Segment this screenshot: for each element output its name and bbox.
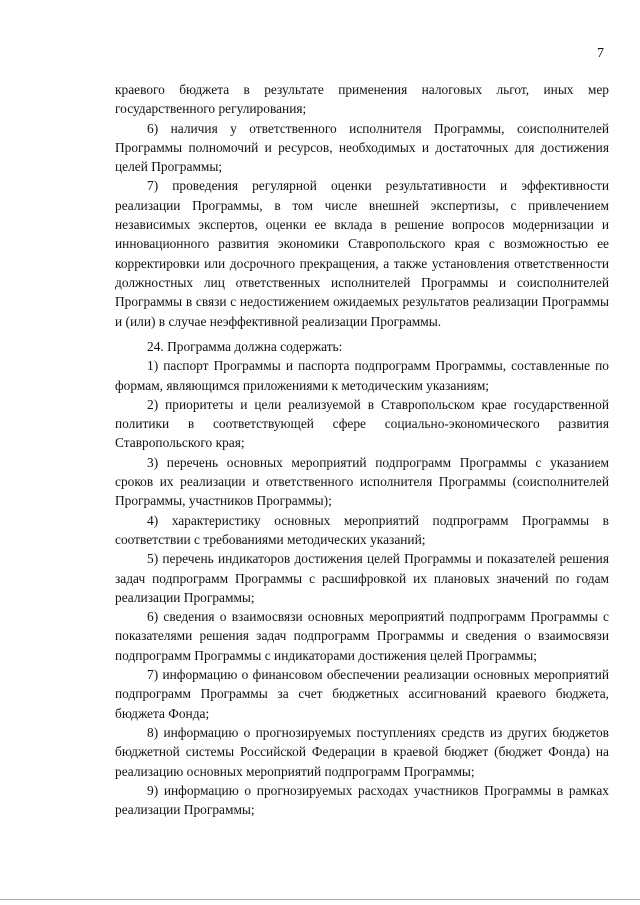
page-number: 7 [597, 46, 604, 61]
section-24-item-2: 2) приоритеты и цели реализуемой в Ставропольском крае государственной политики в соответствующей сфере социально-экономического развития Ставропольского края; [115, 396, 609, 451]
paragraph-item-6: 6) наличия у ответственного исполнителя Программы, соисполнителей Программы полномочий и ресурсов, необходимых и достаточных для достижения целей Программы; [115, 120, 609, 175]
section-24-heading: 24. Программа должна содержать: [147, 339, 343, 354]
section-24-item-4: 4) характеристику основных мероприятий подпрограмм Программы в соответствии с требованиями методических указаний; [115, 512, 609, 547]
section-24-item-3: 3) перечень основных мероприятий подпрограмм Программы с указанием сроков их реализации и ответственного исполнителя Программы (соисполнителей Программы, участников Программы); [115, 454, 609, 509]
page-bottom-edge [0, 899, 640, 900]
paragraph-continuation: краевого бюджета в результате применения налоговых льгот, иных мер государственного регулирования; [115, 82, 609, 117]
section-24-item-6: 6) сведения о взаимосвязи основных мероприятий подпрограмм Программы с показателями решения задач подпрограмм Программы и сведения о взаимосвязи подпрограмм Программы с индикаторами достижения целей Программы; [115, 609, 609, 663]
paragraph-item-7: 7) проведения регулярной оценки результативности и эффективности реализации Программы, в том числе внешней экспертизы, с привлечением независимых экспертов, оценки ее вклада в решение вопросов модернизации и инновационного развития экономики Ставропольского края с возможностью ее корректировки или досрочного прекращения, а также установления ответственности должностных лиц ответственных исполнителей Программы и соисполнителей Программы в связи с недостижением ожидаемых результатов реализации Программы и (или) в случае неэффективной реализации Программы. [115, 178, 609, 329]
section-24-item-1: 1) паспорт Программы и паспорта подпрограмм Программы, составленные по формам, являющимся приложениями к методическим указаниям; [115, 358, 609, 393]
section-24-item-9: 9) информацию о прогнозируемых расходах участников Программы в рамках реализации Программы; [115, 782, 609, 818]
section-24-item-8: 8) информацию о прогнозируемых поступлениях средств из других бюджетов бюджетной системы Российской Федерации в краевой бюджет (бюджет Фонда) на реализацию основных мероприятий подпрограмм Программы; [115, 724, 609, 779]
section-24-item-7: 7) информацию о финансовом обеспечении реализации основных мероприятий подпрограмм Программы за счет бюджетных ассигнований краевого бюджета, бюджета Фонда; [115, 667, 609, 721]
section-24 [115, 337, 609, 819]
text-block-continuation [115, 80, 609, 331]
section-24-item-5: 5) перечень индикаторов достижения целей Программы и показателей решения задач подпрограмм Программы с расшифровкой их плановых значений по годам реализации Программы; [115, 551, 609, 605]
